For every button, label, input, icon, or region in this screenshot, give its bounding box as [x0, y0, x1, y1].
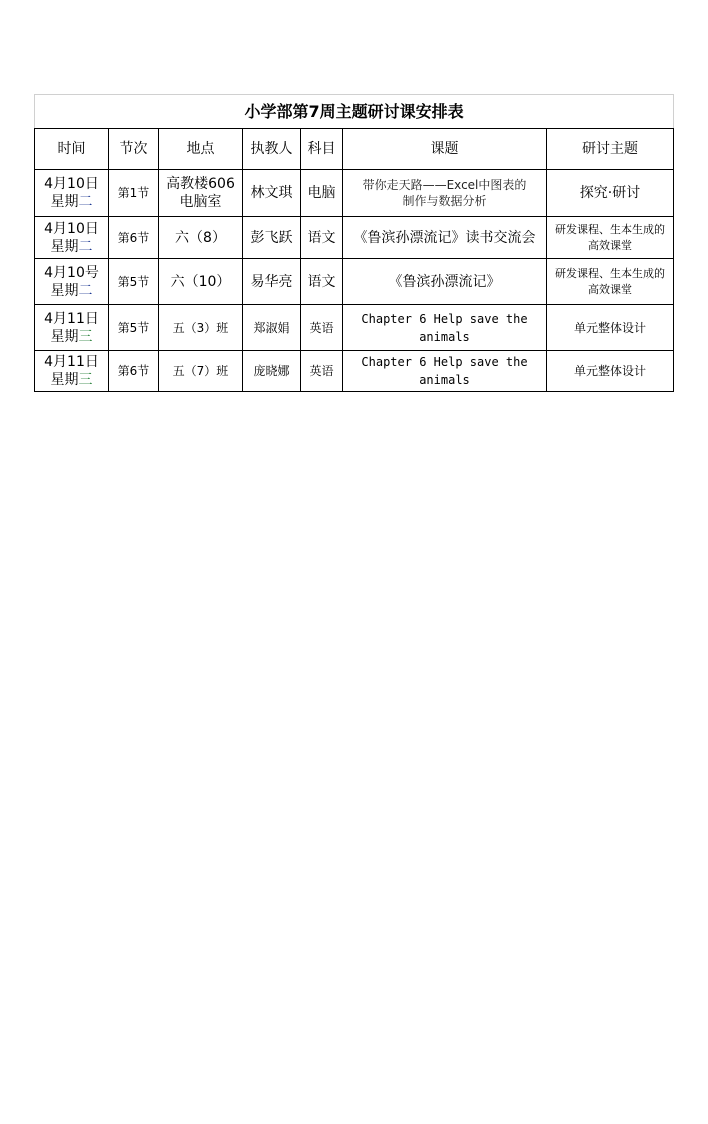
- location-cell: 高教楼606 电脑室: [159, 170, 243, 217]
- theme-cell: 单元整体设计: [547, 305, 674, 351]
- lesson-cell: 带你走天路——Excel中图表的 制作与数据分析: [343, 170, 547, 217]
- table-row: [35, 170, 674, 217]
- table-row: [35, 217, 674, 259]
- table-row: [35, 305, 674, 351]
- lesson-cell: Chapter 6 Help save the animals: [343, 305, 547, 351]
- table-row: [35, 351, 674, 392]
- title-row: [35, 95, 674, 129]
- weekday-text: 星期三: [50, 328, 93, 345]
- subject-cell: 英语: [301, 305, 343, 351]
- time-cell: [35, 351, 109, 392]
- teacher-cell: 彭飞跃: [243, 217, 301, 259]
- date-text: 4月11日: [44, 354, 99, 370]
- table-row: [35, 259, 674, 305]
- theme-cell: 研发课程、生本生成的 高效课堂: [547, 259, 674, 305]
- header-row: [35, 129, 674, 170]
- theme-cell: 探究·研讨: [547, 170, 674, 217]
- period-cell: 第6节: [109, 217, 159, 259]
- date-text: 4月10日: [44, 176, 99, 192]
- subject-cell: 英语: [301, 351, 343, 392]
- time-cell: [35, 259, 109, 305]
- time-cell: [35, 170, 109, 217]
- period-cell: 第5节: [109, 305, 159, 351]
- period-cell: 第6节: [109, 351, 159, 392]
- teacher-cell: 林文琪: [243, 170, 301, 217]
- schedule-table: [34, 94, 674, 392]
- lesson-cell: 《鲁滨孙漂流记》: [343, 259, 547, 305]
- table-title: 小学部第7周主题研讨课安排表: [35, 95, 674, 129]
- header-period: 节次: [109, 129, 159, 170]
- subject-cell: 语文: [301, 259, 343, 305]
- location-cell: 六（10）: [159, 259, 243, 305]
- location-cell: 五（3）班: [159, 305, 243, 351]
- theme-cell: 单元整体设计: [547, 351, 674, 392]
- weekday-text: 星期二: [50, 238, 93, 255]
- weekday-text: 星期二: [50, 194, 93, 210]
- period-cell: 第5节: [109, 259, 159, 305]
- header-teacher: 执教人: [243, 129, 301, 170]
- header-subject: 科目: [301, 129, 343, 170]
- period-cell: 第1节: [109, 170, 159, 217]
- header-theme: 研讨主题: [547, 129, 674, 170]
- weekday-text: 星期二: [50, 282, 93, 299]
- theme-cell: 研发课程、生本生成的 高效课堂: [547, 217, 674, 259]
- weekday-text: 星期三: [50, 372, 93, 388]
- subject-cell: 语文: [301, 217, 343, 259]
- teacher-cell: 易华亮: [243, 259, 301, 305]
- time-cell: [35, 305, 109, 351]
- time-cell: [35, 217, 109, 259]
- date-text: 4月10日: [44, 220, 99, 237]
- header-lesson: 课题: [343, 129, 547, 170]
- subject-cell: 电脑: [301, 170, 343, 217]
- header-location: 地点: [159, 129, 243, 170]
- lesson-cell: Chapter 6 Help save the animals: [343, 351, 547, 392]
- date-text: 4月11日: [44, 310, 99, 327]
- lesson-cell: 《鲁滨孙漂流记》读书交流会: [343, 217, 547, 259]
- location-cell: 五（7）班: [159, 351, 243, 392]
- location-cell: 六（8）: [159, 217, 243, 259]
- schedule-sheet: [34, 94, 673, 392]
- teacher-cell: 郑淑娟: [243, 305, 301, 351]
- header-time: 时间: [35, 129, 109, 170]
- teacher-cell: 庞晓娜: [243, 351, 301, 392]
- date-text: 4月10号: [44, 264, 99, 281]
